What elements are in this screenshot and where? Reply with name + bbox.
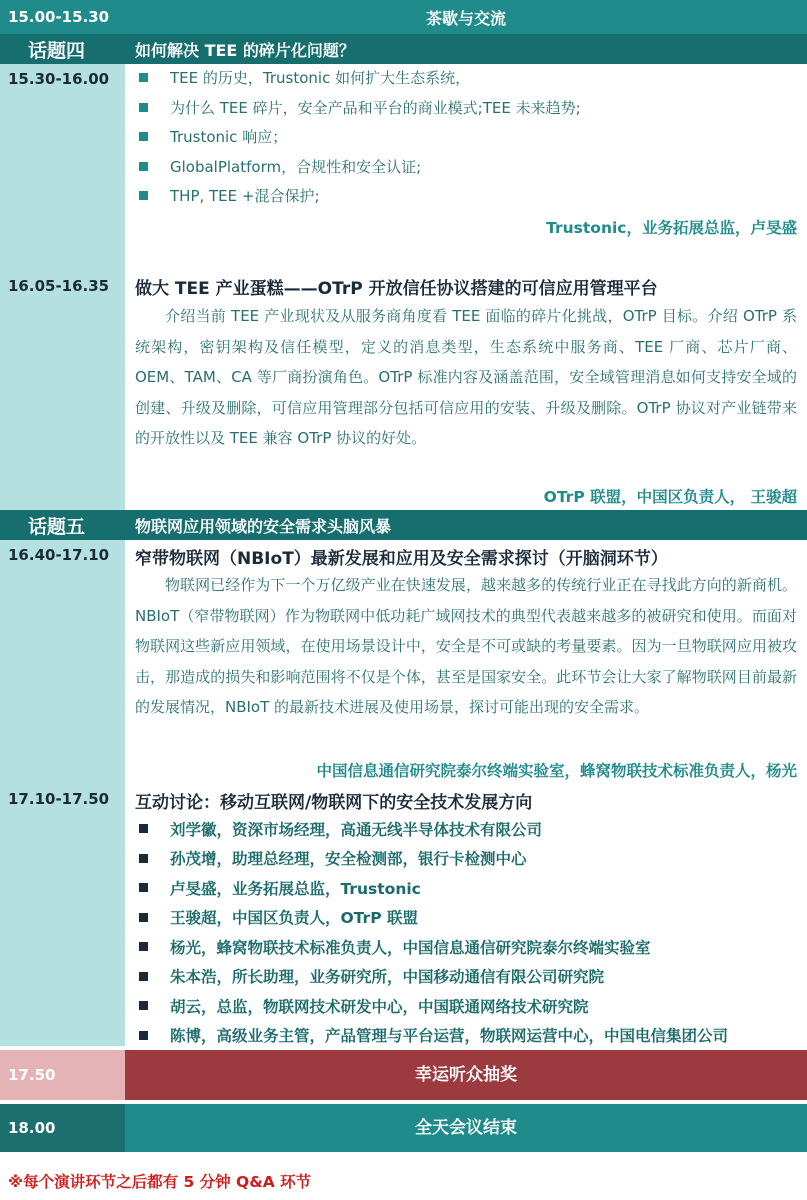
talk2-speaker: OTrP 联盟，中国区负责人， 王骏超 bbox=[543, 488, 797, 506]
lottery-time: 17.50 bbox=[0, 1050, 125, 1100]
bullet-square-icon bbox=[139, 824, 148, 833]
bullet-square-icon bbox=[139, 913, 148, 922]
lottery-bar bbox=[0, 1050, 807, 1100]
list-item: TEE 的历史，Trustonic 如何扩大生态系统， bbox=[137, 63, 581, 93]
bullet-square-icon bbox=[139, 883, 148, 892]
topic5-title: 物联网应用领域的安全需求头脑风暴 bbox=[135, 516, 392, 536]
talk3-time: 16.40-17.10 bbox=[8, 546, 110, 564]
bullet-square-icon bbox=[139, 162, 148, 171]
talk2-body: 介绍当前 TEE 产业现状及从服务商角度看 TEE 面临的碎片化挑战，OTrP 目标。介绍 OTrP 系统架构，密钥架构及信任模型，定义的消息类型，生态系统中服务商、TEE 厂商、芯片厂商、OEM、TAM、CA 等厂商扮演角色。OTrP 标准内容及涵盖范围，安全域管理消息如何支持安全域的创建、升级及删除，可信应用管理部分包括可信应用的安装、升级及删除。OTrP 协议对产业链带来的开放性以及 TEE 兼容 OTrP 协议的好处。 bbox=[135, 307, 797, 447]
talk1-bullets bbox=[137, 63, 581, 211]
topic5-bar bbox=[0, 510, 807, 540]
qa-footnote: ※每个演讲环节之后都有 5 分钟 Q&A 环节 bbox=[8, 1173, 312, 1191]
bullet-square-icon bbox=[139, 942, 148, 951]
list-item: 朱本浩，所长助理，业务研究所，中国移动通信有限公司研究院 bbox=[137, 962, 728, 992]
list-item: GlobalPlatform，合规性和安全认证; bbox=[137, 152, 581, 182]
list-item: 胡云，总监，物联网技术研发中心，中国联通网络技术研究院 bbox=[137, 991, 728, 1021]
bullet-square-icon bbox=[139, 972, 148, 981]
end-time: 18.00 bbox=[0, 1104, 125, 1152]
topic4-label: 话题四 bbox=[28, 39, 86, 62]
end-bar bbox=[0, 1104, 807, 1152]
list-item: 孙茂增，助理总经理，安全检测部，银行卡检测中心 bbox=[137, 844, 728, 874]
list-item: Trustonic 响应； bbox=[137, 122, 581, 152]
talk1-speaker: Trustonic，业务拓展总监，卢旻盛 bbox=[546, 219, 797, 237]
bullet-square-icon bbox=[139, 1031, 148, 1040]
topic4-bar bbox=[0, 34, 807, 64]
bullet-square-icon bbox=[139, 854, 148, 863]
tea-break-title: 茶歇与交流 bbox=[425, 8, 506, 28]
list-item: 为什么 TEE 碎片，安全产品和平台的商业模式;TEE 未来趋势; bbox=[137, 93, 581, 123]
tea-break-bar bbox=[0, 0, 807, 34]
bullet-square-icon bbox=[139, 103, 148, 112]
talk2-time: 16.05-16.35 bbox=[8, 277, 110, 295]
talk4-time: 17.10-17.50 bbox=[8, 790, 110, 808]
bullet-square-icon bbox=[139, 191, 148, 200]
bullet-square-icon bbox=[139, 132, 148, 141]
talk4-panelists bbox=[137, 814, 728, 1050]
list-item: THP, TEE +混合保护; bbox=[137, 181, 581, 211]
topic4-title: 如何解决 TEE 的碎片化问题？ bbox=[135, 40, 355, 60]
list-item: 陈博，高级业务主管，产品管理与平台运营，物联网运营中心，中国电信集团公司 bbox=[137, 1021, 728, 1051]
talk1-time: 15.30-16.00 bbox=[8, 70, 110, 88]
topic5-label: 话题五 bbox=[28, 515, 86, 538]
list-item: 刘学徽，资深市场经理，高通无线半导体技术有限公司 bbox=[137, 814, 728, 844]
bullet-square-icon bbox=[139, 73, 148, 82]
end-title: 全天会议结束 bbox=[125, 1104, 807, 1152]
list-item: 卢旻盛，业务拓展总监，Trustonic bbox=[137, 873, 728, 903]
talk2-title: 做大 TEE 产业蛋糕——OTrP 开放信任协议搭建的可信应用管理平台 bbox=[135, 279, 658, 299]
talk3-title: 窄带物联网（NBIoT）最新发展和应用及安全需求探讨（开脑洞环节） bbox=[135, 549, 668, 569]
list-item: 杨光，蜂窝物联技术标准负责人，中国信息通信研究院泰尔终端实验室 bbox=[137, 932, 728, 962]
list-item: 王骏超，中国区负责人，OTrP 联盟 bbox=[137, 903, 728, 933]
talk3-body: 物联网已经作为下一个万亿级产业在快速发展，越来越多的传统行业正在寻找此方向的新商机。NBIoT（窄带物联网）作为物联网中低功耗广域网技术的典型代表越来越多的被研究和使用。而面对物联网这些新应用领域，在使用场景设计中，安全是不可或缺的考量要素。因为一旦物联网应用被攻击，那造成的损失和影响范围将不仅是个体，甚至是国家安全。此环节会让大家了解物联网目前最新的发展情况，NBIoT 的最新技术进展及使用场景，探讨可能出现的安全需求。 bbox=[135, 576, 797, 716]
talk3-speaker: 中国信息通信研究院泰尔终端实验室，蜂窝物联技术标准负责人，杨光 bbox=[316, 762, 797, 780]
bullet-square-icon bbox=[139, 1001, 148, 1010]
lottery-title: 幸运听众抽奖 bbox=[125, 1050, 807, 1100]
talk4-title: 互动讨论：移动互联网/物联网下的安全技术发展方向 bbox=[135, 793, 533, 813]
tea-break-time: 15.00-15.30 bbox=[8, 8, 110, 26]
